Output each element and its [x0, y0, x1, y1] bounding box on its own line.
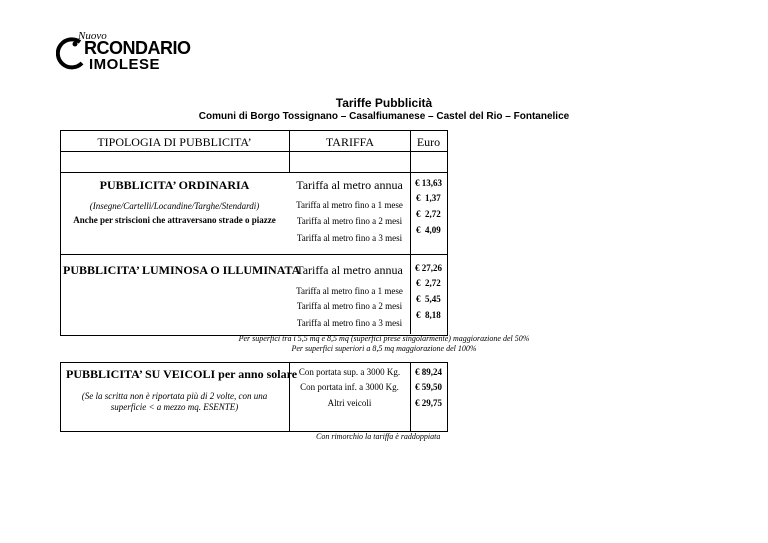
- price-value: € 5,45: [416, 294, 441, 304]
- price-value: € 13,63: [415, 178, 442, 188]
- trailer-note: Con rimorchio la tariffa è raddoppiata: [316, 432, 441, 441]
- rate-label: Tariffa al metro annua: [296, 178, 403, 192]
- vehicle-note: (Se la scritta non è riportata più di 2 volte, con una: [81, 391, 268, 401]
- logo-line1: RCONDARIO: [84, 38, 191, 58]
- rate-label: Tariffa al metro fino a 3 mesi: [296, 233, 403, 243]
- table-divider: [410, 130, 411, 334]
- table-divider: [410, 362, 411, 432]
- rate-label: Con portata inf. a 3000 Kg.: [300, 382, 399, 392]
- rate-label: Con portata sup. a 3000 Kg.: [298, 367, 401, 377]
- logo: [56, 30, 191, 78]
- price-value: € 89,24: [415, 367, 442, 377]
- table-divider: [60, 254, 448, 255]
- rate-label: Tariffa al metro fino a 1 mese: [296, 286, 403, 296]
- price-value: € 4,09: [416, 225, 441, 235]
- price-value: € 8,18: [416, 310, 441, 320]
- rate-label: Tariffa al metro fino a 3 mesi: [296, 318, 403, 328]
- luminosa-title: PUBBLICITA’ LUMINOSA O ILLUMINATA: [63, 263, 301, 277]
- rate-label: Altri veicoli: [327, 398, 372, 408]
- logo-nuovo: Nuovo: [78, 30, 107, 42]
- header-tipologia: TIPOLOGIA DI PUBBLICITA’: [97, 135, 252, 149]
- rate-label: Tariffa al metro annua: [296, 263, 403, 277]
- price-value: € 1,37: [416, 193, 441, 203]
- price-value: € 59,50: [415, 382, 442, 392]
- page-subtitle: Comuni di Borgo Tossignano – Casalfiumanese – Castel del Rio – Fontanelice: [198, 111, 570, 122]
- table-divider: [60, 172, 448, 173]
- page-title: Tariffe Pubblicità: [335, 96, 433, 110]
- table-divider: [60, 151, 448, 152]
- surface-note: Per superfici tra i 5,5 mq e 8,5 mq (superfici prese singolarmente) maggiorazione del 50%: [238, 334, 530, 343]
- price-value: € 29,75: [415, 398, 442, 408]
- price-value: € 27,26: [415, 263, 442, 273]
- surface-note: Per superfici superiori a 8,5 mq maggiorazione del 100%: [291, 344, 477, 353]
- ordinaria-note: Anche per striscioni che attraversano strade o piazze: [73, 215, 276, 225]
- header-euro: Euro: [416, 135, 441, 149]
- price-value: € 2,72: [416, 209, 441, 219]
- ordinaria-subtitle: (Insegne/Cartelli/Locandine/Targhe/Stendardi): [89, 201, 260, 211]
- vehicle-title: PUBBLICITA’ SU VEICOLI per anno solare: [66, 367, 298, 381]
- rate-label: Tariffa al metro fino a 2 mesi: [296, 301, 403, 311]
- rate-label: Tariffa al metro fino a 1 mese: [296, 200, 403, 210]
- vehicle-note: superficie < a mezzo mq. ESENTE): [110, 402, 239, 412]
- price-value: € 2,72: [416, 278, 441, 288]
- rate-label: Tariffa al metro fino a 2 mesi: [296, 216, 403, 226]
- logo-line2: IMOLESE: [89, 56, 161, 73]
- ordinaria-title: PUBBLICITA’ ORDINARIA: [99, 178, 250, 192]
- header-tariffa: TARIFFA: [325, 135, 375, 149]
